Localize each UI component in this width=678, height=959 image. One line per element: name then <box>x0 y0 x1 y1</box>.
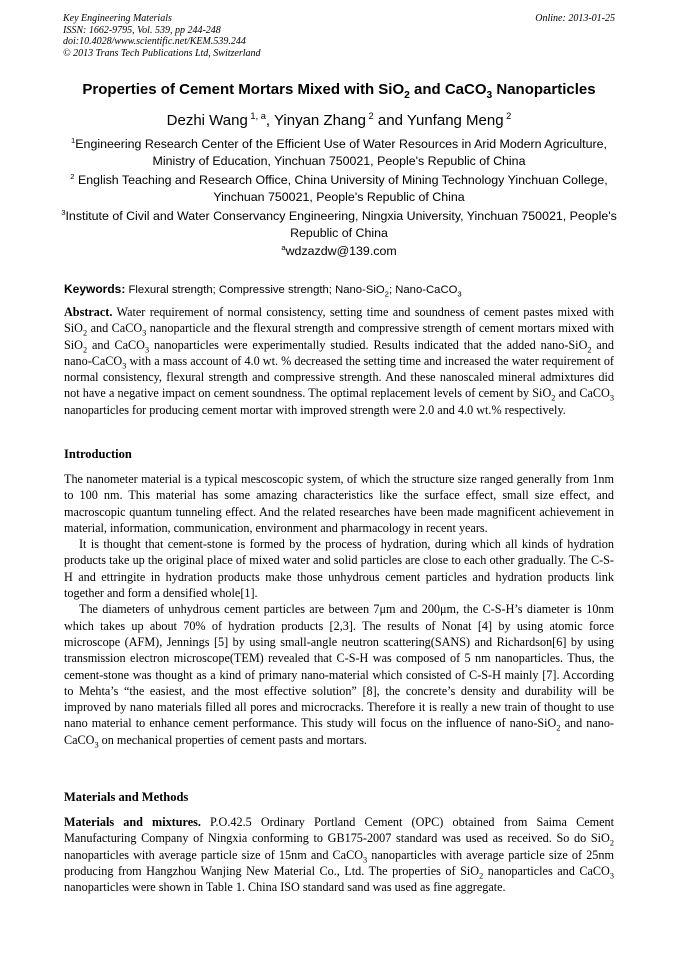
abstract-text: nanoparticle and the flexural strength and compressive strength of cement mortars mixed with SiO <box>64 321 614 352</box>
affiliation-3 <box>58 208 620 242</box>
affiliation-text: Engineering Research Center of the Efficient Use of Water Resources in Arid Modern Agriculture, Ministry of Education, Yinchuan 750021, People's Republic of China <box>75 137 607 168</box>
author-affiliation-mark: 2 <box>503 111 512 121</box>
keywords-label: Keywords: <box>64 282 126 296</box>
materials-text: nanoparticles with average particle size of 15nm and CaCO <box>64 847 364 862</box>
intro-subscript: 2 <box>556 723 561 733</box>
title-subscript: 2 <box>404 90 410 101</box>
abstract-text: Water requirement of normal consistency, setting time and soundness of cement pastes mixed with SiO <box>64 305 614 336</box>
abstract-subscript: 2 <box>82 328 88 338</box>
intro-paragraph-1: The nanometer material is a typical mescoscopic system, of which the structure size ranged generally from 1nm to 100 nm. This material has some amazing characteristics like the surface effect, small size effect, and macroscopic quantum tunneling effect. And the related researches have been made magnificent achievement in material, information, communication, environment and pharmacology in recent years. <box>64 472 614 535</box>
journal-name: Key Engineering Materials <box>63 13 172 24</box>
abstract-text: and CaCO <box>87 321 143 336</box>
abstract-subscript: 2 <box>551 393 556 403</box>
title-text: Properties of Cement Mortars Mixed with SiO <box>82 81 405 98</box>
email-mark: a <box>281 242 286 252</box>
intro-paragraph-3 <box>64 601 614 748</box>
intro-subscript: 3 <box>94 740 99 750</box>
email-line <box>58 243 620 260</box>
author-name: Dezhi Wang <box>166 112 248 129</box>
intro-text: on mechanical properties of cement pasts and mortars. <box>98 732 367 747</box>
affiliation-mark: 3 <box>61 207 66 217</box>
paper-title <box>40 80 638 100</box>
materials-subscript: 2 <box>609 838 614 848</box>
abstract-subscript: 3 <box>609 393 614 403</box>
materials-subscript: 3 <box>609 871 614 881</box>
introduction-heading: Introduction <box>64 447 132 461</box>
materials-subheading: Materials and mixtures. <box>64 815 201 829</box>
keywords <box>64 281 624 298</box>
title-text: and CaCO <box>409 81 487 98</box>
title-text: Nanoparticles <box>492 81 596 98</box>
intro-text: and nano-CaCO <box>64 716 614 747</box>
introduction-body <box>64 471 614 748</box>
affiliation-text: Institute of Civil and Water Conservancy Engineering, Ningxia University, Yinchuan 750021, People's Republic of China <box>65 209 617 240</box>
doi-line: doi:10.4028/www.scientific.net/KEM.539.244 <box>63 36 246 47</box>
affiliation-mark: 2 <box>70 171 75 181</box>
abstract-text: and CaCO <box>87 337 145 352</box>
issn-line: ISSN: 1662-9795, Vol. 539, pp 244-248 <box>63 24 221 36</box>
abstract-text: nanoparticles were experimentally studied. Results indicated that the added nano-SiO <box>149 337 588 352</box>
materials-heading: Materials and Methods <box>64 790 189 804</box>
abstract-subscript: 3 <box>122 361 127 371</box>
affiliation-text: English Teaching and Research Office, China University of Mining Technology Yinchuan College, Yinchuan 750021, People's Republic of China <box>74 173 608 204</box>
author-affiliation-mark: 2 <box>365 111 374 121</box>
intro-paragraph-2: It is thought that cement-stone is formed by the process of hydration, during which all kinds of hydration products take up the original place of mixed water and solid particles are close to each other gradually. The C-S-H and ettringite in hydration products make those unhydrous cement particles and hydration products link together and form a densified whole[1]. <box>64 537 614 601</box>
email-address: wdzazdw@139.com <box>285 244 397 258</box>
title-subscript: 3 <box>486 90 493 101</box>
author-name: , Yinyan Zhang <box>265 112 366 129</box>
materials-text: P.O.42.5 Ordinary Portland Cement (OPC) obtained from Saima Cement Manufacturing Company of Ningxia conforming to GB175-2007 standard was used as received. So do SiO <box>64 815 614 846</box>
materials-text: nanoparticles were shown in Table 1. China ISO standard sand was used as fine aggregate. <box>64 880 506 895</box>
copyright-line: © 2013 Trans Tech Publications Ltd, Switzerland <box>63 47 261 59</box>
author-list <box>40 111 638 131</box>
materials-body <box>64 814 614 895</box>
abstract-text: with a mass account of 4.0 wt. % decreased the setting time and increased the water requirement of normal consistency, flexural strength and compressive strength. And these nanoscaled mineral admixtures did not have a negative impact on cement soundness. The optimal replacement levels of cement by SiO <box>64 353 614 401</box>
abstract-text: nanoparticles for producing cement mortar with improved strength were 2.0 and 4.0 wt.% respectively. <box>64 402 566 417</box>
abstract-subscript: 2 <box>587 345 592 355</box>
materials-subscript: 3 <box>363 855 368 865</box>
author-affiliation-mark: 1, a <box>247 111 266 121</box>
intro-text: The diameters of unhydrous cement particles are between 7μm and 200μm, the C-S-H’s diameter is 10nm which takes up about 70% of hydration products [2,3]. The results of Nonat [4] by using atomic force microscope (AFM), Jennings [5] by using small-angle neutron scattering(SANS) and Richardson[6] by using transmission electron microscope(TEM) revealed that C-S-H was composed of 5 nm nanoparticles. Thus, the cement-stone was thought as a kind of primary nano-material which consisted of C-S-H mainly [7]. According to Mehta’s “the easiest, and the most effective solution” [8], the concrete’s density and durability will be improved by nano materials filled all pores and microcracks. Therefore it is really a new train of thought to use nano material to enhance cement performance. This study will focus on the influence of nano-SiO <box>64 602 614 731</box>
materials-text: nanoparticles with average particle size of 25nm producing from Hangzhou Wanjing New Material Co., Ltd. The properties of SiO <box>64 847 614 878</box>
affiliation-2 <box>58 172 620 206</box>
keywords-text: Flexural strength; Compressive strength; Nano-SiO <box>125 284 385 296</box>
abstract-subscript: 3 <box>142 328 147 338</box>
author-name: and Yunfang Meng <box>373 112 504 129</box>
affiliation-mark: 1 <box>71 135 76 145</box>
abstract-text: and CaCO <box>555 386 610 401</box>
materials-subscript: 2 <box>479 871 484 881</box>
keywords-text: ; Nano-CaCO <box>388 284 458 296</box>
online-date: Online: 2013-01-25 <box>535 13 615 24</box>
abstract-subscript: 2 <box>82 345 88 355</box>
keywords-subscript: 3 <box>457 289 462 299</box>
abstract <box>64 304 614 418</box>
abstract-text: and nano-CaCO <box>64 337 614 368</box>
abstract-label: Abstract. <box>64 305 113 319</box>
abstract-subscript: 3 <box>144 345 150 355</box>
affiliation-1 <box>58 136 620 170</box>
keywords-subscript: 2 <box>384 289 389 299</box>
materials-text: nanoparticles and CaCO <box>483 863 610 878</box>
journal-header <box>63 13 615 59</box>
